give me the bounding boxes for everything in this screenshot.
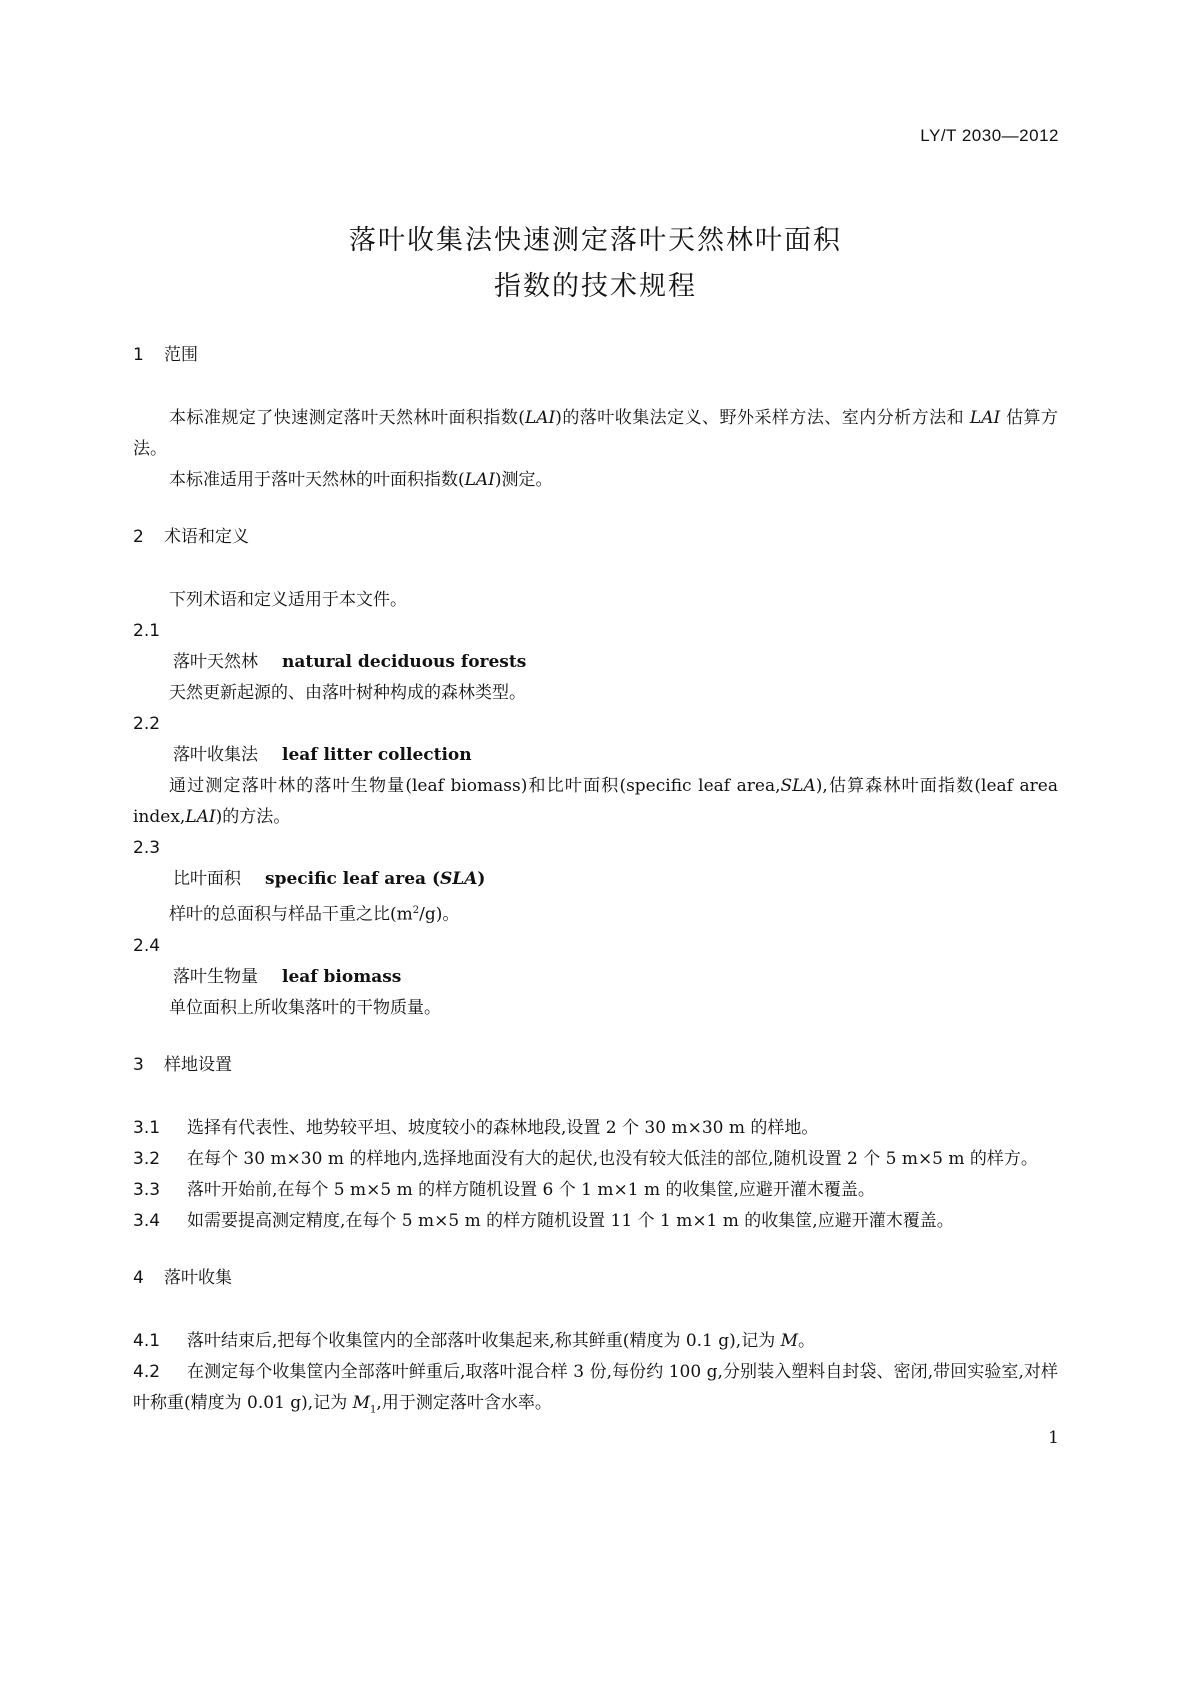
clause-item: 3.1 选择有代表性、地势较平坦、坡度较小的森林地段,设置 2 个 30 m×30 m 的样地。 — [133, 1117, 819, 1138]
section-title: 范围 — [164, 345, 198, 365]
term-number: 2.4 — [133, 935, 161, 956]
page-number: 1 — [1048, 1428, 1059, 1448]
term-entry: 比叶面积 specific leaf area (SLA) — [173, 869, 486, 889]
term-definition: 样叶的总面积与样品干重之比$(m^2/g)$。 — [169, 904, 460, 925]
term-entry: 落叶生物量 leaf biomass — [173, 966, 402, 987]
clause-item: 3.3 落叶开始前,在每个 5 m×5 m 的样方随机设置 6 个 1 m×1 m 的收集筐,应避开灌木覆盖。 — [133, 1179, 875, 1200]
scope-paragraph-1: 本标准规定了快速测定落叶天然林叶面积指数(LAI)的落叶收集法定义、野外采样方法、室内分析方法和 LAI 估算方法。 — [133, 408, 1059, 459]
section-1-heading — [133, 340, 1058, 371]
clause-item: 3.4 如需要提高测定精度,在每个 5 m×5 m 的样方随机设置 11 个 1 m×1 m 的收集筐,应避开灌木覆盖。 — [133, 1210, 954, 1231]
term-entry: 落叶天然林 natural deciduous forests — [173, 652, 527, 672]
section-number: 2 — [133, 527, 144, 547]
clause-item: 4.1 落叶结束后,把每个收集筐内的全部落叶收集起来,称其鲜重(精度为 0.1 g),记为 M。 — [133, 1330, 816, 1351]
term-definition: 天然更新起源的、由落叶树种构成的森林类型。 — [169, 683, 526, 703]
title-line-1: 落叶收集法快速测定落叶天然林叶面积 — [349, 225, 842, 256]
section-title: 样地设置 — [164, 1054, 232, 1075]
scope-paragraph-2: 本标准适用于落叶天然林的叶面积指数(LAI)测定。 — [169, 470, 553, 490]
section-title: 落叶收集 — [164, 1267, 232, 1288]
term-number: 2.3 — [133, 838, 161, 858]
title-line-2: 指数的技术规程 — [494, 271, 697, 302]
term-number: 2.2 — [133, 714, 161, 734]
term-definition: 通过测定落叶林的落叶生物量(leaf biomass)和比叶面积(specific leaf area,SLA),估算森林叶面指数(leaf area index,LAI)的方法。 — [133, 776, 1058, 827]
terms-intro: 下列术语和定义适用于本文件。 — [169, 590, 407, 610]
section-4-heading — [133, 1263, 1058, 1294]
section-2-heading — [133, 522, 1058, 553]
section-3-heading — [133, 1050, 1058, 1081]
section-number: 1 — [133, 345, 144, 365]
section-number: 3 — [133, 1054, 144, 1075]
clause-item: 4.2 在测定每个收集筐内全部落叶鲜重后,取落叶混合样 3 份,每份约 100 g,分别装入塑料自封袋、密闭,带回实验室,对样叶称重(精度为 0.01 g),记为 $M_1$,用于测定落叶含水率。 — [133, 1361, 1058, 1416]
term-entry: 落叶收集法 leaf litter collection — [173, 745, 472, 765]
standard-code: LY/T 2030—2012 — [920, 126, 1059, 145]
term-definition: 单位面积上所收集落叶的干物质量。 — [169, 997, 441, 1018]
term-number: 2.1 — [133, 621, 161, 641]
document-title — [0, 218, 1191, 310]
section-title: 术语和定义 — [164, 527, 249, 547]
clause-item: 3.2 在每个 30 m×30 m 的样地内,选择地面没有大的起伏,也没有较大低洼的部位,随机设置 2 个 5 m×5 m 的样方。 — [133, 1148, 1038, 1169]
document-body — [133, 340, 1058, 1425]
section-number: 4 — [133, 1267, 144, 1288]
